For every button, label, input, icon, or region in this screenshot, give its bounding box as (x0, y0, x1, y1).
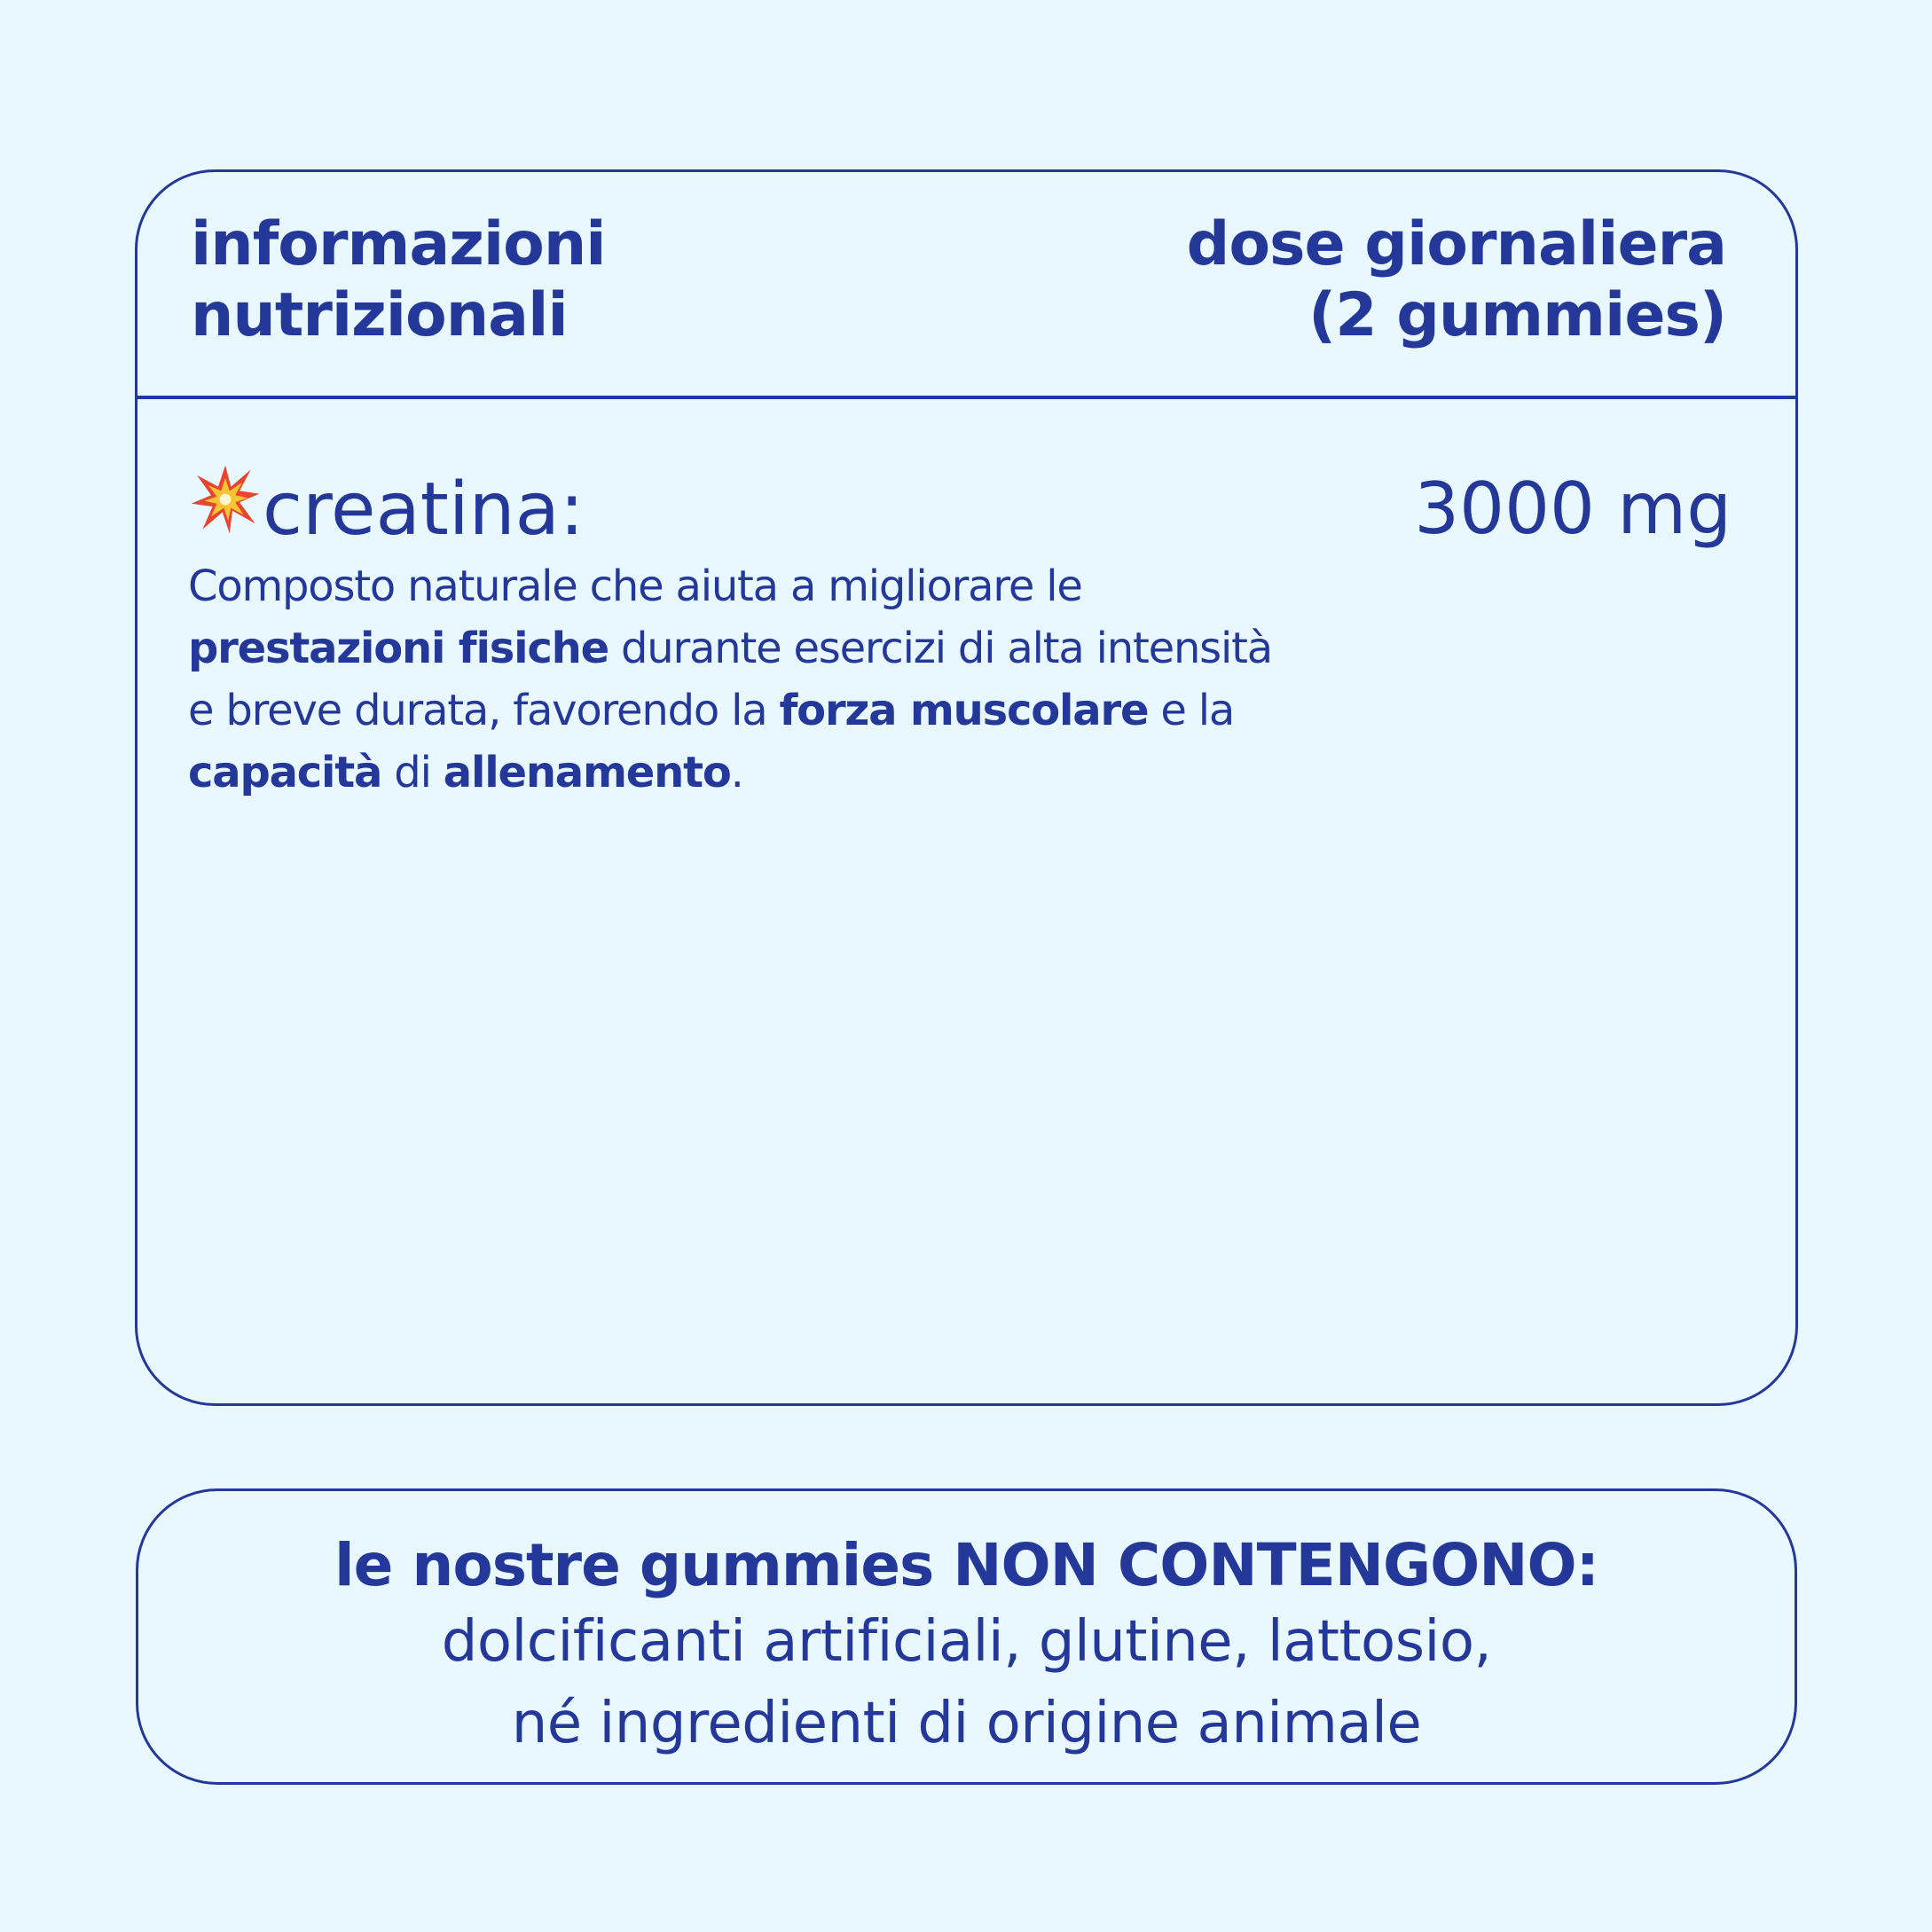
daily-dose-header (1187, 209, 1726, 351)
ingredient-row-title (190, 463, 584, 553)
exclusions-line-1: dolcificanti artificiali, glutine, lattosio, (441, 1609, 1492, 1675)
description-emphasis: prestazioni fisiche (188, 624, 609, 673)
header-divider (135, 396, 1798, 399)
nutrition-header-title (191, 209, 606, 351)
daily-dose-line-2: (2 gummies) (1308, 280, 1726, 350)
description-emphasis: forza muscolare (779, 686, 1149, 735)
exclusions-line-2: né ingredienti di origine animale (511, 1691, 1422, 1756)
header-title-line-2: nutrizionali (191, 280, 568, 350)
header-title-line-1: informazioni (191, 209, 606, 279)
description-text: e la (1148, 686, 1235, 735)
exclusions-title: le nostre gummies NON CONTENGONO: (334, 1531, 1598, 1599)
daily-dose-line-1: dose giornaliera (1186, 209, 1726, 279)
exclusions-panel (136, 1488, 1797, 1785)
description-emphasis: capacità (188, 748, 382, 797)
description-text: . (730, 748, 743, 797)
description-text: durante esercizi di alta intensità e breve durata, favorendo la (188, 624, 1272, 735)
description-emphasis: allenamento (443, 748, 731, 797)
ingredient-description (188, 555, 1297, 804)
collision-burst-icon (190, 463, 261, 536)
description-text: di (381, 748, 444, 797)
ingredient-amount: 3000 mg (1414, 467, 1732, 550)
description-text: Composto naturale che aiuta a migliorare le (188, 562, 1082, 611)
nutrition-facts-panel (135, 169, 1798, 1406)
ingredient-name: creatina: (263, 467, 585, 552)
